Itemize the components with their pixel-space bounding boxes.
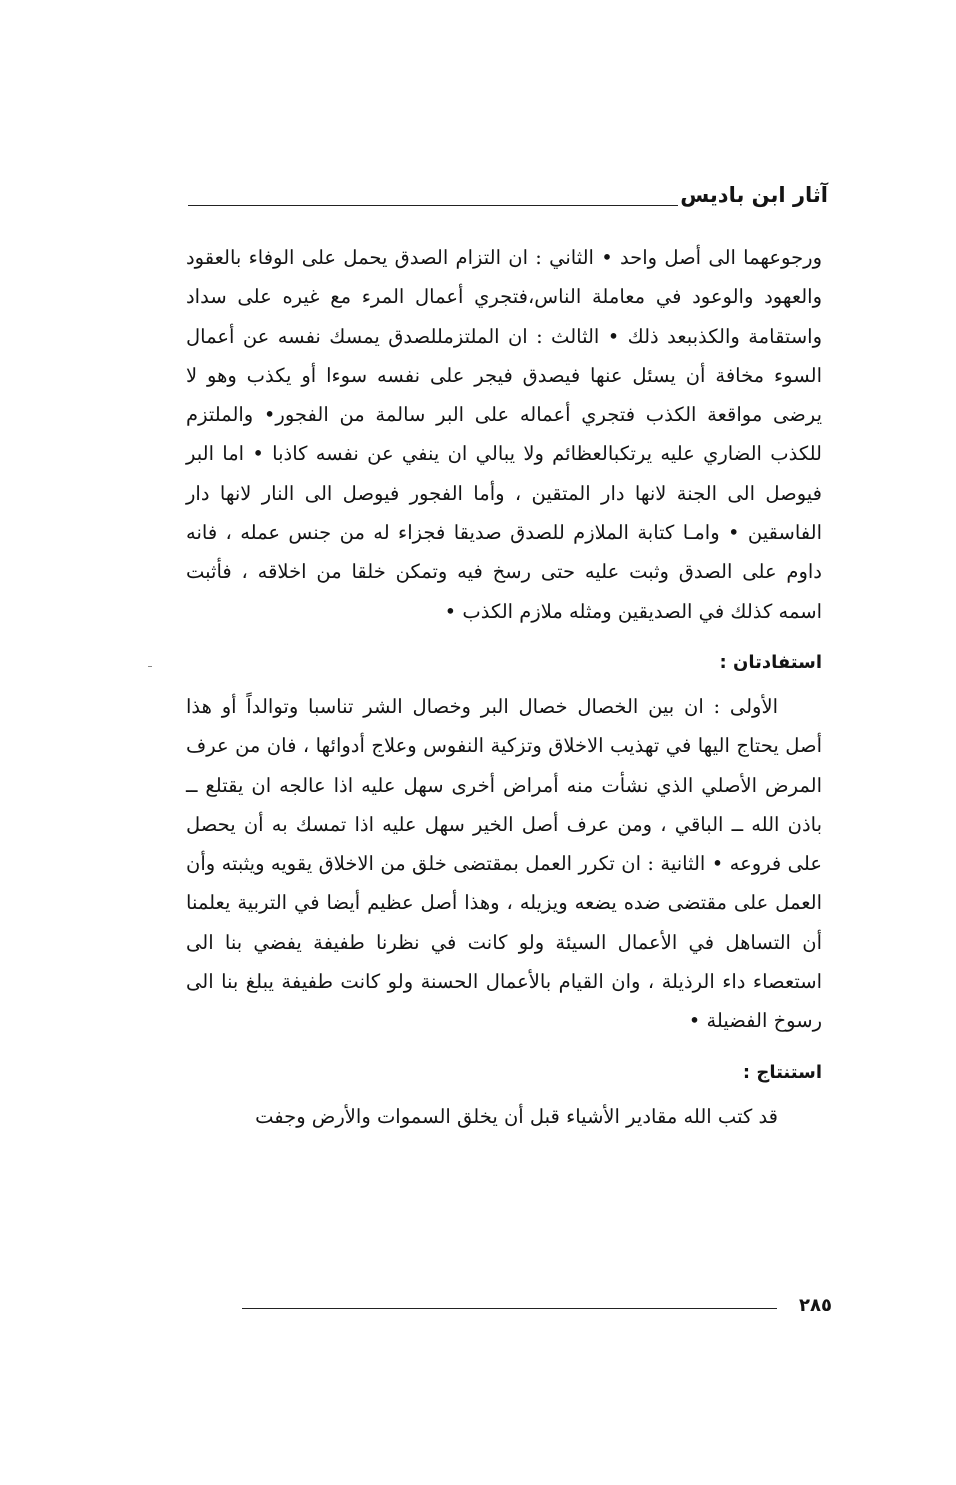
- footer-rule: [242, 1308, 777, 1309]
- section-heading-conclusion: استنتاج :: [742, 1061, 822, 1083]
- section-heading-benefits: استفادتان :: [719, 651, 822, 673]
- page-number: ٢٨٥: [799, 1295, 832, 1316]
- paragraph-conclusion: قد كتب الله مقادير الأشياء قبل أن يخلق السموات والأرض وجفت: [255, 1104, 778, 1128]
- margin-mark: [148, 666, 152, 667]
- paragraph-commentary: ورجوعهما الى أصل واحد • الثاني : ان التزام الصدق يحمل على الوفاء بالعقود والعهود والوعود في معاملة الناس،فتجري أعمال المرء مع غيره على سداد واستقامة والكذببعد ذلك • الثالث : ان الملتزمللصدق يمسك نفسه عن أعمال السوء مخافة أن يسئل عنها فيصدق فيجر على نفسه سوءا أو يكذب وهو لا يرضى مواقعة الكذب فتجري أعماله على البر سالمة من الفجور• والملتزم للكذب الضاري عليه يرتكبالعظائم ولا يبالي ان ينفي عن نفسه كاذبا • اما البر فيوصل الى الجنة لانها دار المتقين ، وأما الفجور فيوصل الى النار لانها دار الفاسقين • وامـا كتابة الملازم للصدق صديقا فجزاء له من جنس عمله ، فانه داوم على الصدق وثبت عليه حتى رسخ فيه وتمكن خلقا من اخلاقه ، فأثبت اسمه كذلك في الصديقين ومثله ملازم الكذب •: [186, 246, 822, 623]
- running-header: [188, 178, 828, 218]
- header-rule: [188, 205, 678, 206]
- page-footer: [242, 1292, 832, 1322]
- header-title: آثار ابن باديس: [680, 183, 828, 207]
- body-text: [186, 238, 822, 1136]
- paragraph-benefits: الأولى : ان بين الخصال خصال البر وخصال الشر تناسبا وتوالداً أو هذا أصل يحتاج اليها في تهذيب الاخلاق وتزكية النفوس وعلاج أدوائها ، فان من عرف المرض الأصلي الذي نشأت منه أمراض أخرى سهل عليه اذا عالجه ان يقتلع ــ باذن الله ــ الباقي ، ومن عرف أصل الخير سهل عليه اذا تمسك به أن يحصل على فروعه • الثانية : ان تكرر العمل بمقتضى خلق من الاخلاق يقويه ويثبته وأن العمل على مقتضى ضده يضعه ويزيله ، وهذا أصل عظيم أيضا في التربية يعلمنا أن التساهل في الأعمال السيئة ولو كانت في نظرنا طفيفة يفضي بنا الى استعصاء داء الرذيلة ، وان القيام بالأعمال الحسنة ولو كانت طفيفة يبلغ بنا الى رسوخ الفضيلة •: [186, 694, 822, 1033]
